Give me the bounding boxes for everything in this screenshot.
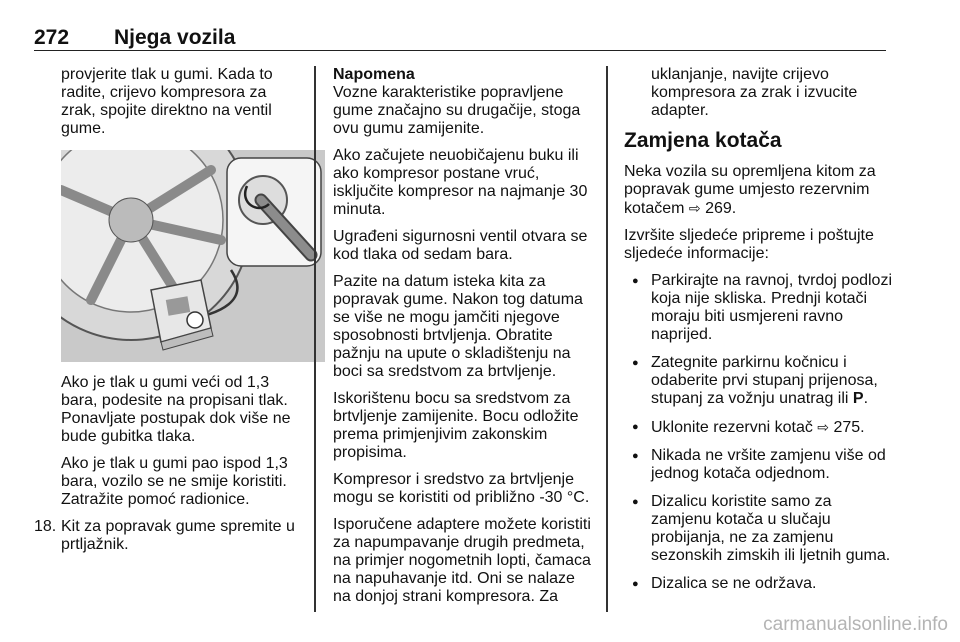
section-title: Njega vozila bbox=[114, 26, 236, 49]
intro-text: provjerite tlak u gumi. Kada to radite, crijevo kompresora za zrak, spojite direktno na ventil gume. bbox=[61, 66, 273, 137]
list-item: ● Nikada ne vršite zamjenu više od jednog kotača odjednom. bbox=[624, 447, 894, 483]
list-item-text: Uklonite rezervni kotač bbox=[651, 419, 813, 436]
paragraph: Isporučene adaptere možete koristiti za napumpavanje drugih predmeta, na primjer nogometnih lopti, čamaca na napuhavanje itd. Oni se nalaze na donjoj strani kompresora. Za bbox=[333, 516, 591, 605]
list-item bbox=[624, 418, 894, 437]
pressure-high-text: Ako je tlak u gumi veći od 1,3 bara, podesite na propisani tlak. Ponavljate postupak dok više ne bude gubitka tlaka. bbox=[61, 374, 291, 445]
page-reference[interactable]: 275. bbox=[833, 419, 865, 436]
step-number: 18. bbox=[34, 518, 57, 535]
paragraph: Izvršite sljedeće pripreme i poštujte sljedeće informacije: bbox=[624, 227, 874, 262]
page-header bbox=[34, 22, 886, 51]
page-number: 272 bbox=[34, 26, 70, 49]
column-divider bbox=[314, 66, 316, 612]
paragraph bbox=[624, 163, 894, 218]
step-text: Kit za popravak gume spremite u prtljažnik. bbox=[61, 518, 295, 553]
paragraph: Ako začujete neuobičajenu buku ili ako kompresor postane vruć, isključite kompresor na najmanje 30 minuta. bbox=[333, 147, 588, 218]
note-box bbox=[333, 66, 595, 138]
gear-p-label: P bbox=[852, 390, 864, 407]
paragraph: Pazite na datum isteka kita za popravak gume. Nakon tog datuma se više ne mogu jamčiti njegove sposobnosti brtvljenja. Obratite pažnju na upute o skladištenju na boci sa sredstvom za brtvljenje. bbox=[333, 273, 583, 380]
continued-text: uklanjanje, navijte crijevo kompresora za zrak i izvucite adapter. bbox=[651, 66, 858, 119]
paragraph: Iskorištenu bocu sa sredstvom za brtvljenje zamijenite. Bocu odložite prema primjenjivim zakonskim propisima. bbox=[333, 390, 579, 461]
column-divider bbox=[606, 66, 608, 612]
pressure-low-text: Ako je tlak u gumi pao ispod 1,3 bara, vozilo se ne smije koristiti. Zatražite pomoć radionice. bbox=[61, 455, 288, 508]
list-item bbox=[624, 354, 894, 408]
tire-compressor-illustration bbox=[34, 150, 325, 362]
paragraph: Kompresor i sredstvo za brtvljenje mogu se koristiti od približno -30 °C. bbox=[333, 471, 590, 506]
paragraph: Ugrađeni sigurnosni ventil otvara se kod tlaka od sedam bara. bbox=[333, 228, 588, 263]
list-item: ● Dizalicu koristite samo za zamjenu kotača u slučaju probijanja, ne za zamjenu sezonskih zimskih ili ljetnih guma. bbox=[624, 493, 894, 565]
column-3 bbox=[624, 66, 894, 603]
tire-compressor-image bbox=[61, 150, 325, 362]
list-item: ● Dizalica se ne održava. bbox=[624, 575, 894, 593]
page-reference-arrow-icon: ⇨ bbox=[817, 419, 830, 435]
page-reference[interactable]: 269. bbox=[705, 200, 737, 217]
column-1 bbox=[34, 66, 302, 563]
paragraph-text: Neka vozila su opremljena kitom za popravak gume umjesto rezervnim kotačem bbox=[624, 163, 876, 217]
page-reference-arrow-icon: ⇨ bbox=[688, 200, 701, 216]
bullet-list bbox=[624, 272, 894, 593]
list-item-text: Zategnite parkirnu kočnicu i odaberite prvi stupanj prijenosa, stupanj za vožnju unatrag ili bbox=[651, 354, 878, 407]
note-text: Vozne karakteristike popravljene gume značajno su drugačije, stoga ovu gumu zamijenite. bbox=[333, 84, 581, 137]
step-18 bbox=[34, 518, 302, 554]
note-title: Napomena bbox=[333, 66, 415, 83]
watermark: carmanualsonline.info bbox=[763, 614, 948, 635]
list-item: ● Parkirajte na ravnoj, tvrdoj podlozi koja nije skliska. Prednji kotači moraju biti usmjereni ravno naprijed. bbox=[624, 272, 894, 344]
list-item-end: . bbox=[863, 390, 869, 407]
column-2 bbox=[333, 66, 595, 615]
section-heading: Zamjena kotača bbox=[624, 129, 782, 152]
